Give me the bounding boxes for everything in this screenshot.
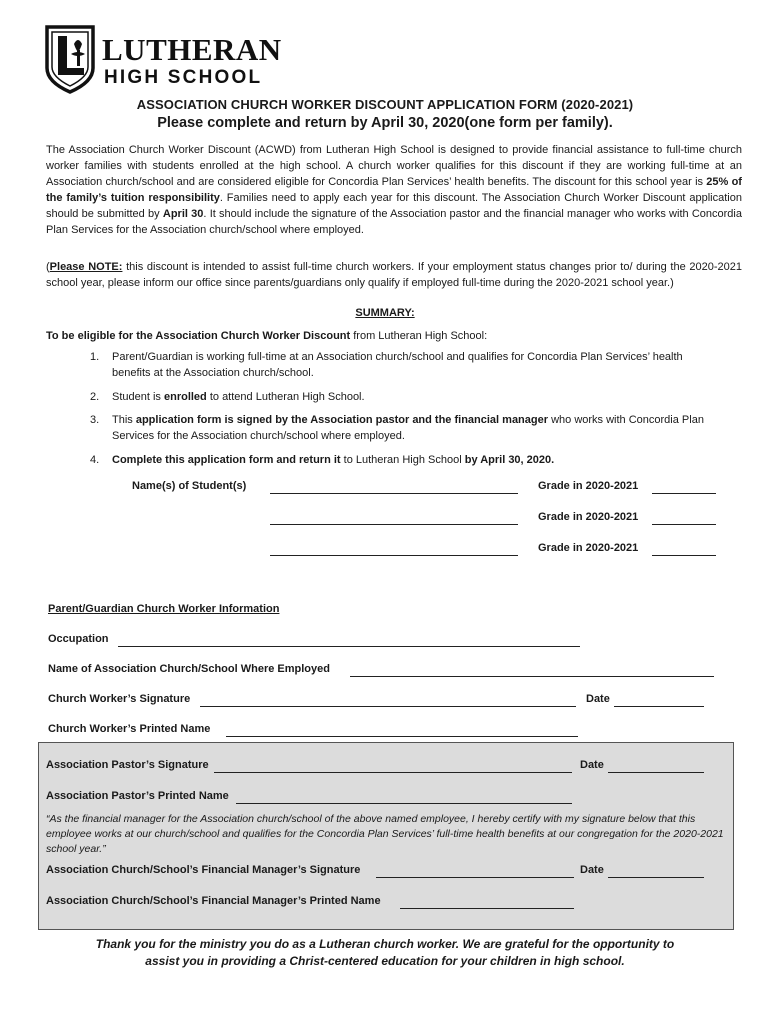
worker-date-field[interactable] (614, 695, 704, 707)
list-text (112, 389, 722, 405)
school-subtitle: HIGH SCHOOL (104, 67, 263, 88)
note-open-paren: ( (46, 261, 50, 273)
list-item (90, 452, 730, 470)
list-item (90, 412, 730, 446)
list-text (112, 412, 722, 444)
eligibility-bold: To be eligible for the Association Church Worker Discount (46, 330, 351, 342)
pastor-printed-name-label: Association Pastor’s Printed Name (46, 790, 229, 802)
pastor-date-label: Date (580, 759, 604, 771)
list-text-post: who works with Concordia Plan Services for the Association church/school where employed. (112, 414, 704, 442)
summary-heading: SUMMARY: (355, 307, 415, 319)
list-text-bold: enrolled (163, 391, 207, 403)
pastor-signature-label: Association Pastor’s Signature (46, 759, 209, 771)
employer-field[interactable] (350, 665, 714, 677)
student-name-field-2[interactable] (270, 513, 518, 525)
form-subtitle: Please complete and return by April 30, 2020(one form per family). (157, 115, 613, 131)
grade-label-1: Grade in 2020-2021 (538, 480, 639, 492)
form-title: ASSOCIATION CHURCH WORKER DISCOUNT APPLICATION FORM (2020-2021) (136, 97, 634, 112)
student-name-field-3[interactable] (270, 544, 518, 556)
list-item (90, 349, 730, 383)
thank-you-message (0, 936, 770, 970)
list-number: 3. (90, 414, 100, 426)
pastor-signature-field[interactable] (214, 761, 572, 773)
worker-printed-name-label: Church Worker’s Printed Name (48, 723, 211, 735)
student-name-field-1[interactable] (270, 482, 518, 494)
parent-section-title: Parent/Guardian Church Worker Information (48, 603, 280, 615)
grade-field-1[interactable] (652, 482, 716, 494)
students-label: Name(s) of Student(s) (132, 480, 247, 492)
fm-date-label: Date (580, 864, 604, 876)
list-text: Parent/Guardian is working full-time at an Association church/school and qualifies for Concordia Plan Services’ health benefits at the Association church/school. (112, 351, 683, 379)
deadline-date: April 30 (162, 208, 204, 220)
note-text: this discount is intended to assist full-time church workers. If your employment status changes prior to/ during the 2020-2021 school year, please inform our office since parents/guardians only qualify if employed full-time during the 2020-2021 school year.) (46, 261, 743, 289)
list-number: 2. (90, 391, 100, 403)
occupation-label: Occupation (48, 633, 109, 645)
intro-paragraph (46, 142, 742, 238)
school-name: LUTHERAN (102, 32, 282, 67)
intro-text-a: The Association Church Worker Discount (ACWD) from Lutheran High School is designed to provide financial assistance to full-time church worker families with students enrolled at the high school. A church worker qualifies for this discount if they are working full-time at an Association church/school and are considered eligible for Concordia Plan Services’ health benefits. The discount for this school year is (46, 144, 742, 188)
thank-you-line-1: Thank you for the ministry you do as a Lutheran church worker. We are grateful for the opportunity to (95, 937, 675, 951)
list-text-bold2: by April 30, 2020. (464, 454, 555, 466)
list-text-post: to attend Lutheran High School. (206, 391, 365, 403)
pastor-date-field[interactable] (608, 761, 704, 773)
grade-label-3: Grade in 2020-2021 (538, 542, 639, 554)
list-text-pre: This (112, 414, 136, 426)
fm-signature-label: Association Church/School’s Financial Manager’s Signature (46, 864, 361, 876)
note-label: Please NOTE: (49, 261, 123, 273)
worker-printed-name-field[interactable] (226, 725, 578, 737)
worker-signature-label: Church Worker’s Signature (48, 693, 191, 705)
list-text-bold: Complete this application form and return it (112, 454, 341, 466)
shield-crest-icon (44, 24, 96, 94)
fm-signature-field[interactable] (376, 866, 574, 878)
employer-label: Name of Association Church/School Where Employed (48, 663, 330, 675)
worker-date-label: Date (586, 693, 610, 705)
discount-amount: 25% of the family’s tuition responsibility (46, 176, 742, 204)
eligibility-intro (46, 330, 487, 342)
list-text-post: to Lutheran High School (340, 454, 465, 466)
grade-field-2[interactable] (652, 513, 716, 525)
pastor-printed-name-field[interactable] (236, 792, 572, 804)
certification-statement: “As the financial manager for the Association church/school of the above named employee, I hereby certify with my signature below that this employee works at our church/school and qualifies for the Concordia Plan Services’ full-time health benefits at our congregation for the 2020-2021 school year.” (46, 813, 724, 855)
intro-text-c: . It should include the signature of the Association pastor and the financial manager who works with Concordia Plan Services for the Association church/school where employed. (46, 208, 742, 236)
school-logo (44, 24, 284, 96)
occupation-field[interactable] (118, 635, 580, 647)
list-text-pre: Student is (112, 391, 164, 403)
grade-label-2: Grade in 2020-2021 (538, 511, 639, 523)
fm-printed-name-field[interactable] (400, 897, 574, 909)
fm-printed-name-label: Association Church/School’s Financial Manager’s Printed Name (46, 895, 381, 907)
note-paragraph (46, 259, 742, 291)
list-number: 1. (90, 351, 100, 363)
thank-you-line-2: assist you in providing a Christ-centered education for your children in high school. (145, 954, 625, 968)
grade-field-3[interactable] (652, 544, 716, 556)
list-text-bold: application form is signed by the Association pastor and the financial manager (135, 414, 549, 426)
worker-signature-field[interactable] (200, 695, 576, 707)
list-number: 4. (90, 454, 100, 466)
fm-date-field[interactable] (608, 866, 704, 878)
eligibility-rest: from Lutheran High School: (350, 330, 488, 342)
list-item (90, 389, 730, 407)
intro-text-b: . Families need to apply each year for this discount. The Association Church Worker Discount application should be submitted by (46, 192, 742, 220)
list-text (112, 452, 722, 468)
